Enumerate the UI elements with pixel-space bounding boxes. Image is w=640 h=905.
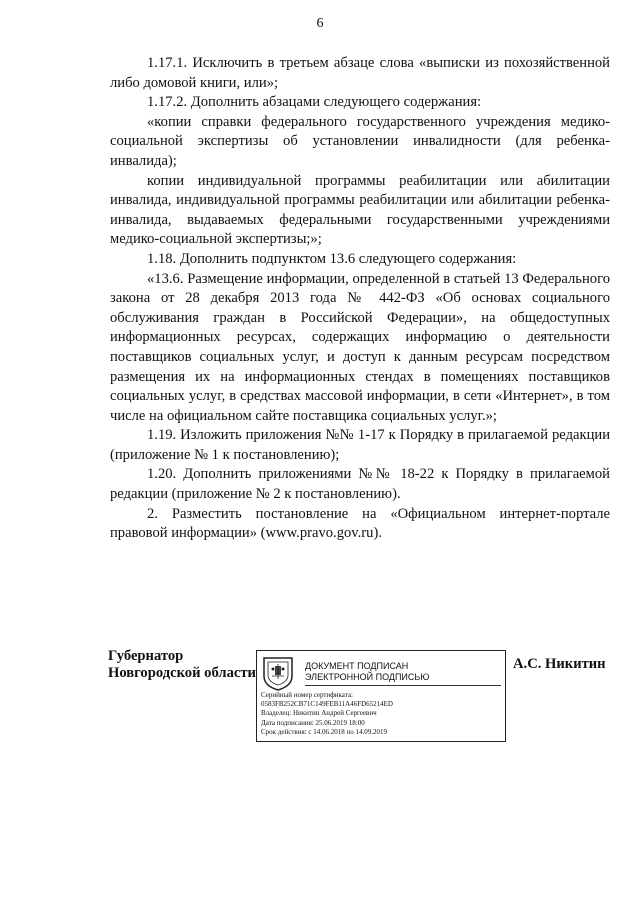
paragraph-quote-certificate: «копии справки федерального государственного учреждения медико-социальной экспертизы об установлении инвалидности (для ребенка-инвалида); (110, 113, 610, 169)
page-number: 6 (316, 16, 324, 31)
stamp-title-line2: ЭЛЕКТРОННОЙ ПОДПИСЬЮ (305, 672, 430, 682)
paragraph-1-19: 1.19. Изложить приложения №№ 1-17 к Порядку в прилагаемой редакции (приложение № 1 к постановлению); (110, 427, 610, 463)
stamp-certificate-serial: 0583FB252CB71C149FEB11A46FD65214ED (261, 700, 393, 709)
coat-of-arms-icon (260, 654, 296, 692)
electronic-signature-stamp (256, 650, 506, 742)
stamp-certificate-label: Серийный номер сертификата: (261, 691, 353, 699)
signatory-title-line1: Губернатор (108, 648, 184, 664)
document-body (110, 54, 610, 544)
signatory-title (108, 648, 256, 682)
paragraph-1-20: 1.20. Дополнить приложениями №№ 18-22 к Порядку в прилагаемой редакции (приложение № 2 к постановлению). (110, 466, 610, 503)
stamp-divider (305, 685, 501, 686)
paragraph-1-17-2: 1.17.2. Дополнить абзацами следующего содержания: (147, 94, 482, 111)
paragraph-1-18: 1.18. Дополнить подпунктом 13.6 следующего содержания: (147, 250, 517, 267)
stamp-details (261, 691, 393, 737)
signatory-name: А.С. Никитин (513, 656, 606, 672)
paragraph-quote-program: копии индивидуальной программы реабилитации или абилитации инвалида, индивидуальной программы реабилитации или абилитации ребенка-инвалида, выдаваемых федеральными государственными учреждениями медико-социальной экспертизы;»; (110, 172, 610, 248)
stamp-owner: Владелец: Никитин Андрей Сергеевич (261, 709, 377, 718)
paragraph-1-17-1: 1.17.1. Исключить в третьем абзаце слова «выписки из похозяйственной либо домовой книги, или»; (110, 55, 610, 91)
stamp-validity: Срок действия: с 14.06.2018 по 14.09.2019 (261, 727, 387, 736)
paragraph-2: 2. Разместить постановление на «Официальном интернет-портале правовой информации» (www.pravo.gov.ru). (110, 505, 610, 542)
stamp-title (305, 661, 429, 683)
signatory-title-line2: Новгородской области (108, 665, 256, 681)
paragraph-13-6: «13.6. Размещение информации, определенной в статьей 13 Федерального закона от 28 декабря 2013 года № 442-ФЗ «Об основах социального обслуживания граждан в Российской Федерации», на общедоступных информационных ресурсах, содержащих информацию о деятельности поставщиков социальных услуг, и доступ к данным ресурсам посредством размещения их на информационных стендах в помещениях поставщиков социальных услуг, в средствах массовой информации, в сети «Интернет», в том числе на официальном сайте поставщика социальных услуг.»; (110, 270, 610, 424)
stamp-title-line1: ДОКУМЕНТ ПОДПИСАН (305, 661, 409, 671)
stamp-signing-date: Дата подписания: 25.06.2019 18:00 (261, 718, 365, 727)
